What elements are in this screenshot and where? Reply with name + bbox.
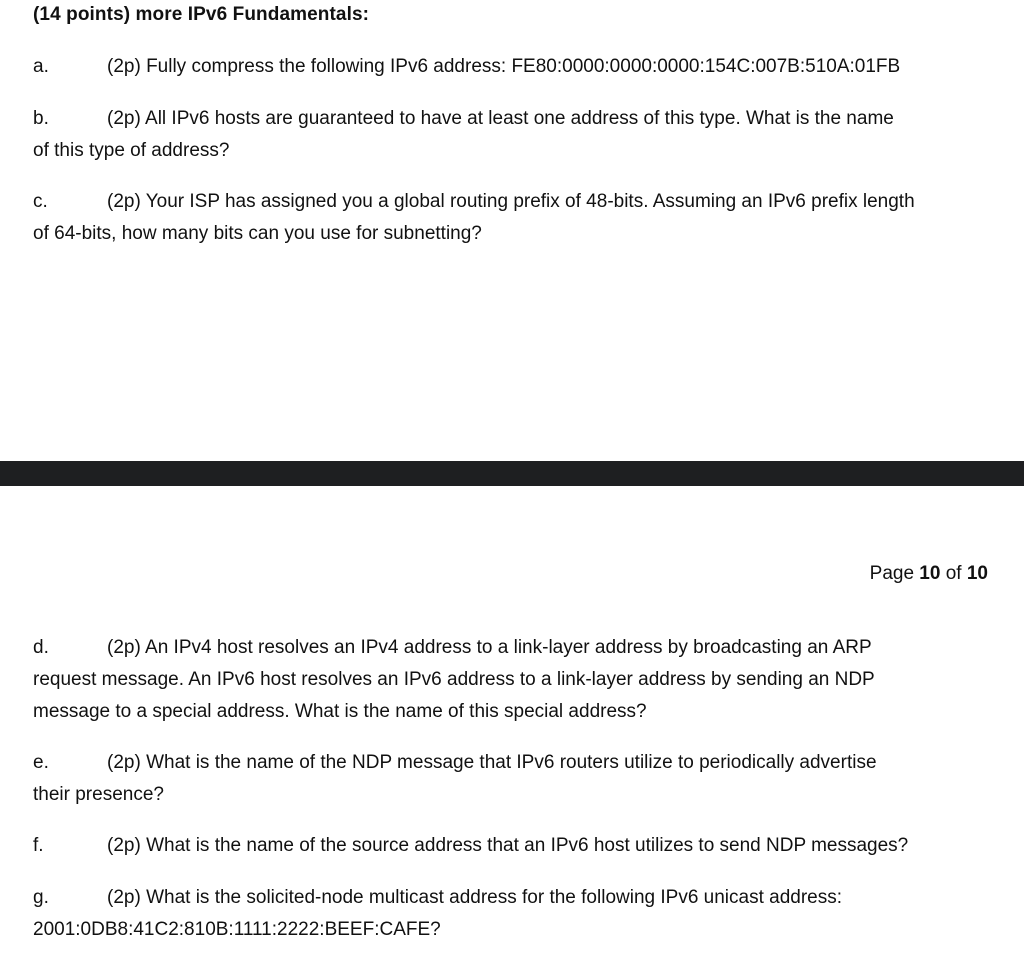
question-text-continued: of 64-bits, how many bits can you use for subnetting? [33, 223, 482, 244]
question-b [33, 103, 993, 167]
question-c [33, 186, 993, 250]
question-letter: b. [33, 108, 49, 129]
question-g [33, 882, 993, 946]
page-label: Page [869, 563, 915, 584]
question-text-continued: their presence? [33, 784, 164, 805]
question-text: (2p) What is the solicited-node multicast address for the following IPv6 unicast address: [107, 887, 843, 908]
page-of: of [945, 563, 962, 584]
question-letter: e. [33, 752, 49, 773]
question-letter: c. [33, 191, 48, 212]
section-title: (14 points) more IPv6 Fundamentals: [33, 4, 370, 25]
page-total: 10 [966, 563, 988, 584]
question-text: (2p) An IPv4 host resolves an IPv4 address to a link-layer address by broadcasting an ARP [107, 637, 872, 658]
question-text: (2p) Fully compress the following IPv6 address: FE80:0000:0000:0000:154C:007B:510A:01FB [107, 56, 901, 77]
question-text-continued: of this type of address? [33, 140, 230, 161]
question-text: (2p) What is the name of the NDP message that IPv6 routers utilize to periodically advertise [107, 752, 877, 773]
question-text-continued: message to a special address. What is the name of this special address? [33, 701, 647, 722]
page-number [870, 563, 988, 585]
question-f [33, 830, 993, 862]
question-a [33, 51, 993, 83]
question-text: (2p) Your ISP has assigned you a global routing prefix of 48-bits. Assuming an IPv6 prefix length [107, 191, 915, 212]
question-letter: a. [33, 56, 49, 77]
question-text: (2p) What is the name of the source address that an IPv6 host utilizes to send NDP messages? [107, 835, 909, 856]
question-letter: d. [33, 637, 49, 658]
question-letter: g. [33, 887, 49, 908]
question-text-continued: 2001:0DB8:41C2:810B:1111:2222:BEEF:CAFE? [33, 919, 441, 940]
page-current: 10 [919, 563, 941, 584]
question-e [33, 747, 993, 811]
question-d [33, 632, 993, 728]
question-text-continued: request message. An IPv6 host resolves an IPv6 address to a link-layer address by sending an NDP [33, 669, 875, 690]
question-text: (2p) All IPv6 hosts are guaranteed to have at least one address of this type. What is the name [107, 108, 894, 129]
question-letter: f. [33, 835, 44, 856]
page-break-bar [0, 461, 1024, 486]
